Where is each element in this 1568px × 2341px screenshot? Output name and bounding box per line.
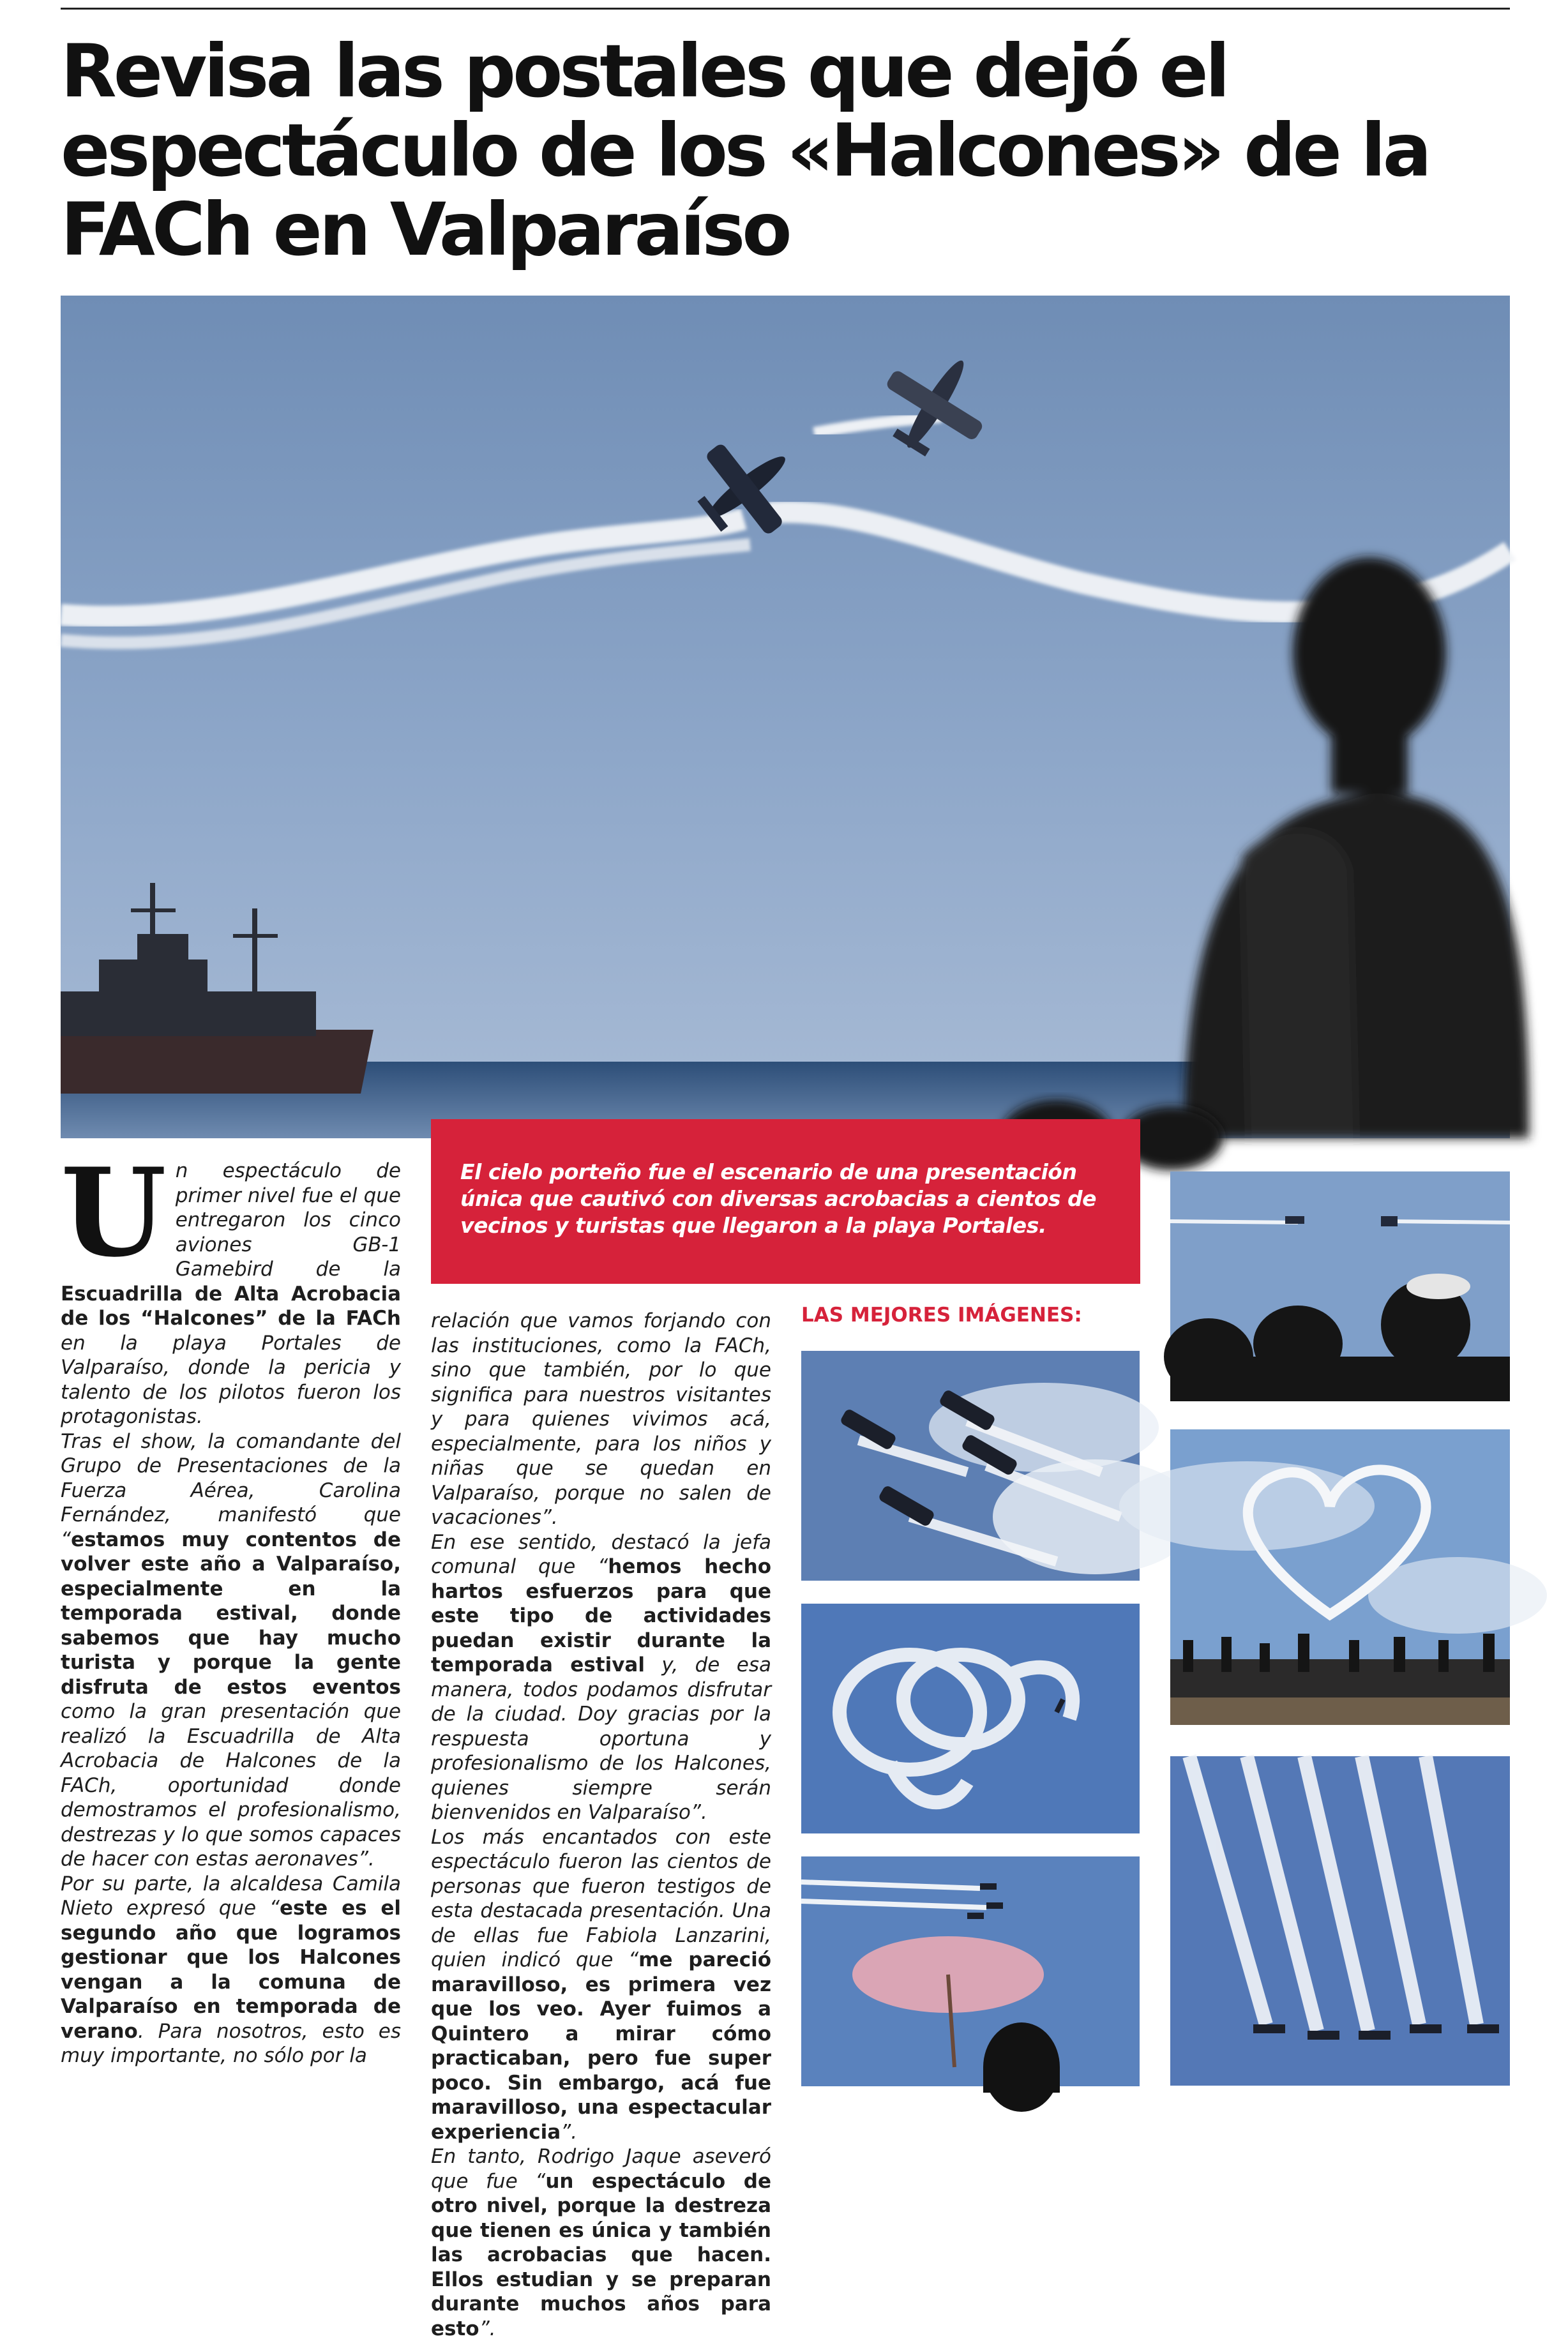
top-rule bbox=[61, 8, 1510, 10]
body-run: Por su parte, la alcaldesa Camila Nieto expresó que “ bbox=[61, 1872, 401, 1920]
quote-highlight: este es el segundo año que logramos gestionar que los Halcones vengan a la comuna de Valparaíso en temporada de verano bbox=[61, 1897, 401, 2043]
photo-formation-planes bbox=[801, 1351, 1140, 1581]
body-run: en la playa Portales de Valparaíso, donde la pericia y talento de los pilotos fueron los protagonistas. bbox=[61, 1331, 401, 1428]
photo-loop-smoke bbox=[801, 1604, 1140, 1833]
section-tag-cut bbox=[61, 0, 290, 8]
body-run: n espectáculo de primer nivel fue el que entregaron los cinco aviones GB-1 Gamebird de la bbox=[175, 1159, 401, 1281]
body-paragraph bbox=[431, 1309, 771, 1530]
lead-text: El cielo porteño fue el escenario de una presentación única que cautivó con diversas acrobacias a cientos de vecinos y turistas que llegaron a la playa Portales. bbox=[460, 1159, 1097, 1238]
quote-highlight: un espectáculo de otro nivel, porque la destreza que tienen es única y también las acrobacias que hacen. Ellos estudian y se preparan durante muchos años para esto bbox=[431, 2169, 771, 2340]
body-text-flow-2 bbox=[431, 1309, 771, 2341]
body-paragraph bbox=[431, 2144, 771, 2341]
quote-highlight: estamos muy contentos de volver este año a Valparaíso, especialmente en la temporada estival, donde sabemos que hay mucho turista y porque la gente disfruta de estos eventos bbox=[61, 1528, 401, 1699]
body-run: Tras el show, la comandante del Grupo de Presentaciones de la Fuerza Aérea, Carolina Fernández, manifestó que “ bbox=[61, 1429, 401, 1551]
body-column-2 bbox=[431, 1309, 771, 2341]
body-run: ”. bbox=[479, 2317, 496, 2340]
lead-box bbox=[431, 1119, 1140, 1284]
body-text-flow-1 bbox=[61, 1141, 401, 2068]
photo-umbrella-spectator bbox=[801, 1856, 1140, 2086]
hero-photo bbox=[61, 296, 1510, 1138]
body-run: . Para nosotros, esto es muy importante, no sólo por la bbox=[61, 2019, 401, 2067]
quote-highlight: me pareció maravilloso, es primera vez que los veo. Ayer fuimos a Quintero a mirar cómo practicaban, pero fue super poco. Sin embargo, acá fue maravilloso, una espectacular experiencia bbox=[431, 1948, 771, 2144]
quote-highlight: Escuadrilla de Alta Acrobacia de los “Halcones” de la FACh bbox=[61, 1282, 401, 1330]
body-paragraph bbox=[431, 1530, 771, 1825]
body-paragraph bbox=[61, 1872, 401, 2068]
body-run: y, de esa manera, todos podamos disfrutar de la ciudad. Doy gracias por la respuesta oportuna y profesionalismo de los Halcones, quienes siempre serán bienvenidos en Valparaíso”. bbox=[431, 1653, 771, 1824]
drop-cap: U bbox=[61, 1141, 167, 1284]
body-run: relación que vamos forjando con las instituciones, como la FACh, sino que también, por lo que significa para nuestros visitantes y para quienes vivimos acá, especialmente, para los niños y niñas que se quedan en Valparaíso, porque no salen de vacaciones”. bbox=[431, 1309, 771, 1529]
photo-five-planes-trails bbox=[1170, 1756, 1510, 2086]
body-run: ”. bbox=[561, 2120, 578, 2144]
body-run: En ese sentido, destacó la jefa comunal que “ bbox=[431, 1530, 771, 1578]
body-run: Los más encantados con este espectáculo fueron las cientos de personas que fueron testigos de esta destacada presentación. Una de ellas fue Fabiola Lanzarini, quien indicó que “ bbox=[431, 1825, 771, 1971]
body-run: como la gran presentación que realizó la Escuadrilla de Alta Acrobacia de Halcones de la FACh, oportunidad donde demostramos el profesionalismo, destrezas y lo que somos capaces de hacer con estas aeronaves”. bbox=[61, 1700, 401, 1871]
hero-photo-illustration bbox=[61, 296, 1510, 1138]
body-paragraph bbox=[431, 1825, 771, 2145]
gallery-label: LAS MEJORES IMÁGENES: bbox=[801, 1304, 1082, 1327]
quote-highlight: hemos hecho hartos esfuerzos para que este tipo de actividades puedan existir durante la temporada estival bbox=[431, 1555, 772, 1676]
body-column-1 bbox=[61, 1141, 401, 2068]
photo-heart-smoke bbox=[1170, 1429, 1510, 1725]
body-run: En tanto, Rodrigo Jaque aseveró que fue “ bbox=[431, 2145, 771, 2193]
photo-spectators-planes bbox=[1170, 1171, 1510, 1399]
headline: Revisa las postales que dejó el espectáculo de los «Halcones» de la FACh en Valparaíso bbox=[61, 29, 1429, 272]
body-paragraph bbox=[61, 1429, 401, 1872]
